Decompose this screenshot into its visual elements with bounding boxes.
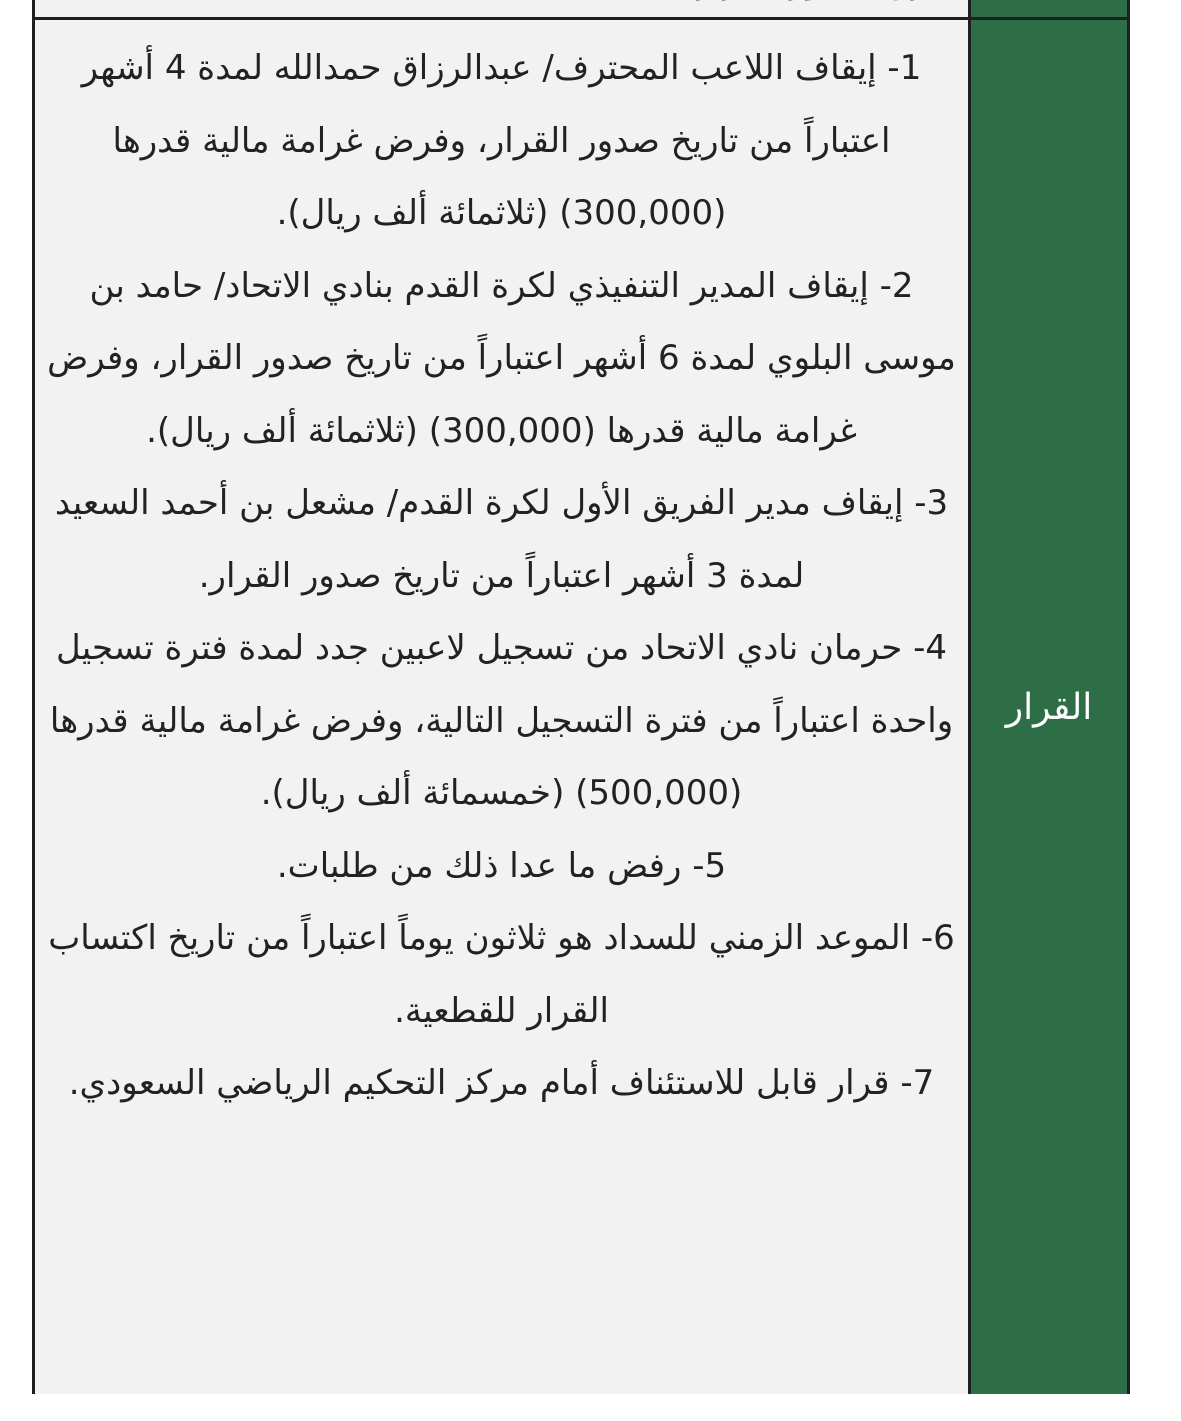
decision-list — [41, 32, 962, 1120]
previous-row — [35, 0, 1127, 20]
decision-table — [32, 0, 1130, 1394]
decision-label: القرار — [1005, 686, 1093, 728]
decision-item-1: 1- إيقاف اللاعب المحترف/ عبدالرزاق حمدالله لمدة 4 أشهر اعتباراً من تاريخ صدور القرار، وفرض غرامة مالية قدرها (300,000) (ثلاثمائة ألف ريال). — [81, 48, 922, 233]
decision-item-2: 2- إيقاف المدير التنفيذي لكرة القدم بنادي الاتحاد/ حامد بن موسى البلوي لمدة 6 أشهر اعتباراً من تاريخ صدور القرار، وفرض غرامة مالية قدرها (300,000) (ثلاثمائة ألف ريال). — [47, 265, 956, 451]
decision-item-7: 7- قرار قابل للاستئناف أمام مركز التحكيم الرياضي السعودي. — [68, 1063, 935, 1103]
decision-item-4: 4- حرمان نادي الاتحاد من تسجيل لاعبين جدد لمدة فترة تسجيل واحدة اعتباراً من فترة التسجيل التالية، وفرض غرامة مالية قدرها (500,000) (خمسمائة ألف ريال). — [49, 628, 954, 813]
decision-content-cell — [35, 20, 968, 1394]
decision-item-3: 3- إيقاف مدير الفريق الأول لكرة القدم/ مشعل بن أحمد السعيد لمدة 3 أشهر اعتباراً من تاريخ صدور القرار. — [54, 483, 949, 596]
decision-item-5: 5- رفض ما عدا ذلك من طلبات. — [276, 845, 727, 886]
decision-label-cell — [968, 20, 1127, 1394]
previous-row-label-cell — [968, 0, 1127, 17]
previous-row-text-cell — [35, 0, 968, 17]
previous-row-text — [653, 0, 948, 1]
decision-item-6: 6- الموعد الزمني للسداد هو ثلاثون يوماً اعتباراً من تاريخ اكتساب القرار للقطعية. — [48, 918, 955, 1031]
